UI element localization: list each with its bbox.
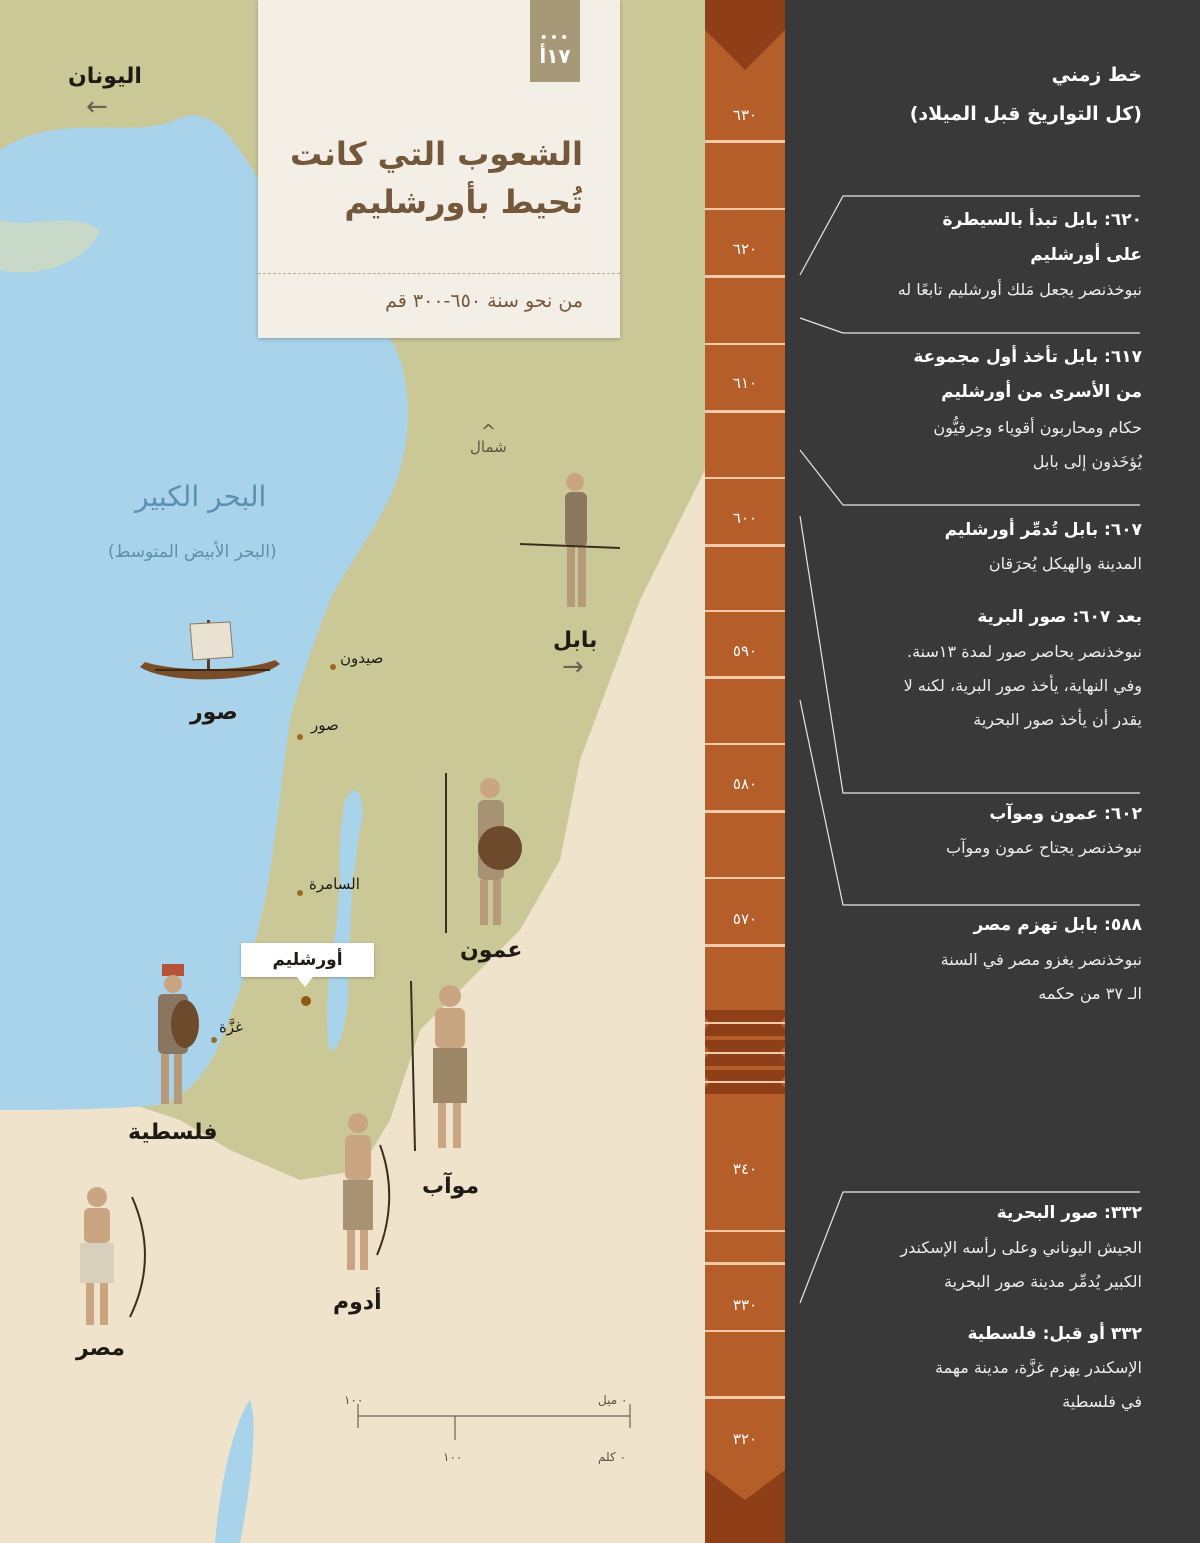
region-babylon: بابل xyxy=(553,628,598,653)
title-line-1: الشعوب التي كانت xyxy=(289,135,583,173)
event-body: نبوخذنصر يجتاح عمون وموآب xyxy=(946,838,1142,857)
title-line-2: تُحيط بأورشليم xyxy=(344,183,583,221)
event-heading: من الأسرى من أورشليم xyxy=(941,382,1142,402)
year-label: ٥٨٠ xyxy=(732,775,758,793)
tick-major xyxy=(705,1396,785,1399)
event-body: حكام ومحاربون أقوياء وحِرفيُّون xyxy=(933,418,1142,437)
event-heading: ٥٨٨: بابل تهزم مصر xyxy=(973,915,1142,935)
scale-miles-label: ٠ ميل xyxy=(598,1393,628,1407)
tick-minor xyxy=(705,610,785,612)
region-tyre: صور xyxy=(190,700,238,725)
region-greece: اليونان xyxy=(68,64,142,89)
tick-major xyxy=(705,544,785,547)
tick-major xyxy=(705,1262,785,1265)
event-heading: ٦٢٠: بابل تبدأ بالسيطرة xyxy=(942,210,1142,230)
tick-minor xyxy=(705,208,785,210)
event-heading: ٦٠٢: عمون وموآب xyxy=(989,804,1142,824)
event-body: الكبير يُدمِّر مدينة صور البحرية xyxy=(944,1272,1142,1291)
city-gaza: غزَّة xyxy=(219,1018,243,1036)
event-body: نبوخذنصر يحاصر صور لمدة ١٣سنة. xyxy=(907,642,1142,661)
event-body: نبوخذنصر يجعل مَلك أورشليم تابعًا له xyxy=(897,280,1142,299)
tick-minor xyxy=(705,477,785,479)
title-divider xyxy=(258,273,620,274)
page-badge xyxy=(530,0,580,82)
arrow-left-icon: ← xyxy=(86,92,108,122)
event-body: الإسكندر يهزم غزَّة، مدينة مهمة xyxy=(934,1358,1142,1377)
event-body: الـ ٣٧ من حكمه xyxy=(1038,984,1142,1003)
event-heading: ٦٠٧: بابل تُدمِّر أورشليم xyxy=(944,520,1142,540)
year-label: ٥٧٠ xyxy=(732,910,758,928)
event-heading: ٣٣٢ أو قبل: فلسطية xyxy=(967,1324,1142,1344)
year-label: ٥٩٠ xyxy=(732,642,758,660)
north-label: شمال xyxy=(470,438,507,456)
event-body: يُؤخَذون إلى بابل xyxy=(1032,452,1142,471)
event-body: وفي النهاية، يأخذ صور البرية، لكنه لا xyxy=(903,676,1142,695)
timeline-subtitle: (كل التواريخ قبل الميلاد) xyxy=(909,103,1142,125)
city-samaria: السامرة xyxy=(309,875,360,893)
region-edom: أدوم xyxy=(333,1290,382,1315)
tick-major xyxy=(705,944,785,947)
tick-minor xyxy=(705,743,785,745)
scale-km-max: ١٠٠ xyxy=(443,1450,463,1464)
tick-minor xyxy=(705,1230,785,1232)
event-heading: بعد ٦٠٧: صور البرية xyxy=(977,607,1142,627)
year-label: ٦٣٠ xyxy=(732,106,758,124)
tick-major xyxy=(705,275,785,278)
city-sidon: صيدون xyxy=(340,649,384,667)
event-heading: على أورشليم xyxy=(1030,245,1142,265)
event-heading: ٣٣٢: صور البحرية xyxy=(996,1203,1142,1223)
event-body: نبوخذنصر يغزو مصر في السنة xyxy=(940,950,1142,969)
tick-major xyxy=(705,676,785,679)
scale-km-label: ٠ كلم xyxy=(598,1450,626,1464)
north-arrow-icon: ^ xyxy=(480,421,496,442)
badge-number: ١٧أ xyxy=(539,44,571,68)
timeline-strip xyxy=(705,0,785,1543)
year-label: ٦٠٠ xyxy=(732,509,758,527)
page-title xyxy=(283,130,583,226)
tick-minor xyxy=(705,343,785,345)
region-ammon: عمون xyxy=(460,938,523,963)
region-egypt: مصر xyxy=(76,1336,125,1361)
scale-miles-max: ١٠٠ xyxy=(344,1393,364,1407)
sea-alt-name: (البحر الأبيض المتوسط) xyxy=(108,542,277,562)
tick-major xyxy=(705,410,785,413)
year-label: ٣٤٠ xyxy=(732,1160,758,1178)
tick-major xyxy=(705,810,785,813)
tick-major xyxy=(705,140,785,143)
year-label: ٣٢٠ xyxy=(732,1430,758,1448)
event-body: الجيش اليوناني وعلى رأسه الإسكندر xyxy=(900,1238,1142,1257)
tick-minor xyxy=(705,877,785,879)
tick-minor xyxy=(705,1330,785,1332)
event-body: يقدر أن يأخذ صور البحرية xyxy=(973,710,1142,729)
badge-dots: ••• xyxy=(539,30,571,46)
city-jerusalem: أورشليم xyxy=(272,950,343,970)
event-body: في فلسطية xyxy=(1062,1392,1142,1411)
city-tyre: صور xyxy=(311,716,339,734)
year-label: ٦٢٠ xyxy=(732,240,758,258)
timeline-panel xyxy=(785,0,1200,1543)
year-label: ٦١٠ xyxy=(732,374,758,392)
sea-name: البحر الكبير xyxy=(135,480,267,513)
region-moab: موآب xyxy=(422,1174,480,1199)
page-subtitle: من نحو سنة ٦٥٠-٣٠٠ قم xyxy=(385,290,583,312)
year-label: ٣٣٠ xyxy=(732,1296,758,1314)
timeline-title: خط زمني xyxy=(1051,64,1142,86)
region-philistia: فلسطية xyxy=(128,1120,218,1145)
arrow-right-icon: → xyxy=(562,652,584,682)
event-body: المدينة والهيكل يُحرَقان xyxy=(988,554,1142,573)
event-heading: ٦١٧: بابل تأخذ أول مجموعة xyxy=(913,347,1142,367)
